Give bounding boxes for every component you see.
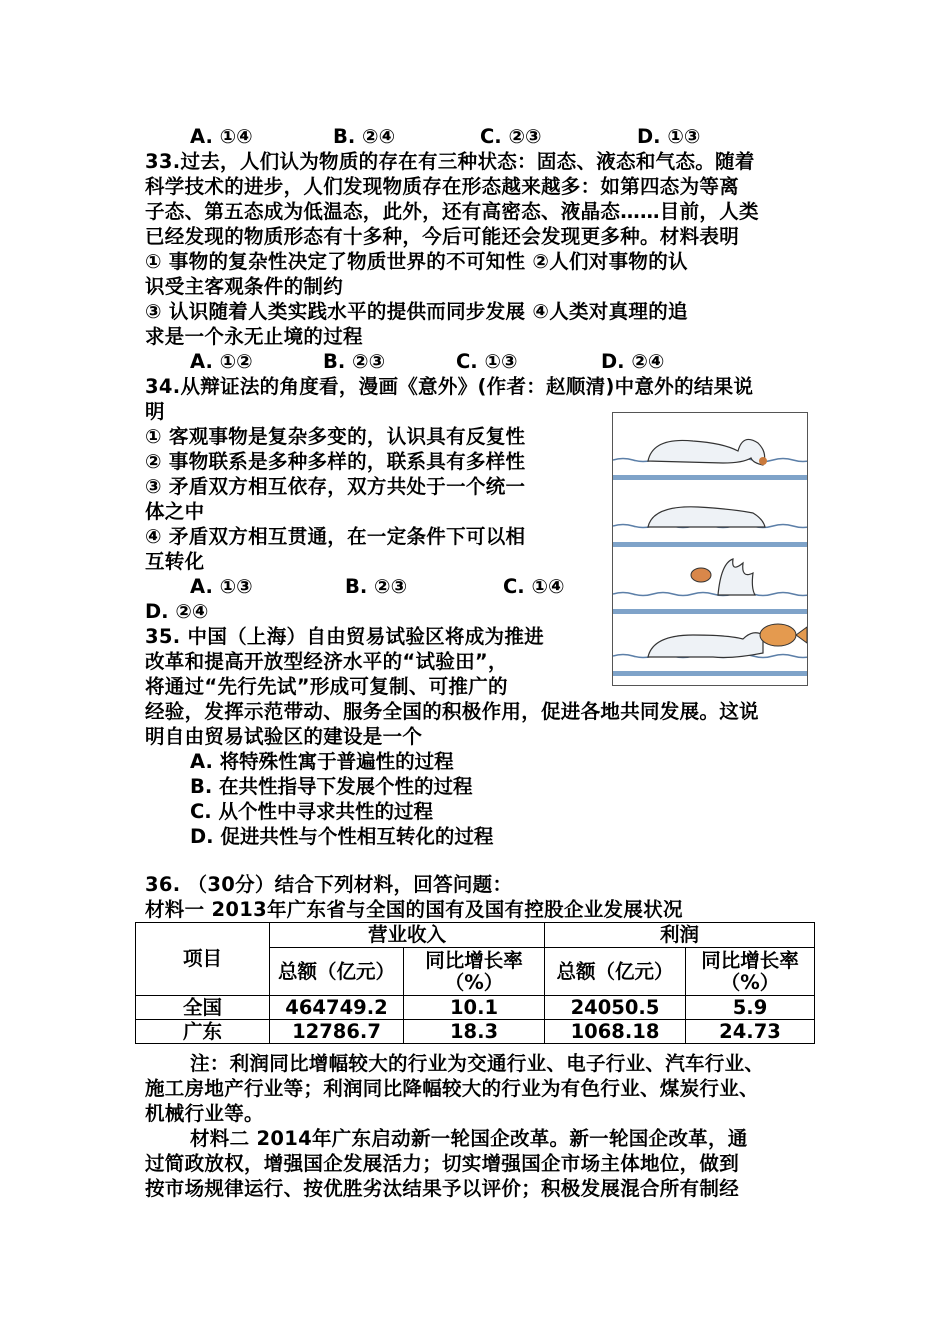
table-header-profit-growth: [686, 948, 815, 996]
comic-drawing: [613, 413, 807, 685]
panel-divider: [613, 609, 807, 614]
q35-option-a: A. 将特殊性寓于普遍性的过程: [190, 750, 454, 773]
q33-line: 识受主客观条件的制约: [145, 275, 344, 298]
q32-option-d: D. ①③: [637, 125, 701, 148]
q35-option-b: B. 在共性指导下发展个性的过程: [190, 775, 473, 798]
goose-drawing: [648, 439, 765, 465]
q34-option-c: C. ①④: [503, 575, 565, 598]
material2-line: 按市场规律运行、按优胜劣汰结果予以评价；积极发展混合所有制经: [145, 1177, 740, 1200]
row-rev-total: 464749.2: [270, 996, 404, 1020]
growth-header-line2: （%）: [444, 970, 504, 994]
material1-title: 材料一 2013年广东省与全国的国有及国有控股企业发展状况: [145, 898, 683, 921]
q34-line: 明: [145, 400, 165, 423]
comic-illustration: [612, 412, 808, 686]
panel-divider: [613, 671, 807, 676]
table-header-rev-total: 总额（亿元）: [270, 948, 404, 996]
table-header-rev-growth: [404, 948, 545, 996]
note-line: 注：利润同比增幅较大的行业为交通行业、电子行业、汽车行业、: [190, 1052, 765, 1075]
q35-line: 将通过“先行先试”形成可复制、可推广的: [145, 675, 508, 698]
q35-option-c: C. 从个性中寻求共性的过程: [190, 800, 434, 823]
q34-option-b: B. ②③: [345, 575, 408, 598]
row-rev-growth: 18.3: [404, 1020, 545, 1044]
q34-option-d: D. ②④: [145, 600, 209, 623]
row-rev-growth: 10.1: [404, 996, 545, 1020]
row-profit-total: 24050.5: [545, 996, 686, 1020]
note-line: 施工房地产行业等；利润同比降幅较大的行业为有色行业、煤炭行业、: [145, 1077, 759, 1100]
row-profit-growth: 5.9: [686, 996, 815, 1020]
material2-line: 材料二 2014年广东启动新一轮国企改革。新一轮国企改革，通: [190, 1127, 748, 1150]
q34-line: 34.从辩证法的角度看，漫画《意外》(作者：赵顺清)中意外的结果说: [145, 375, 754, 398]
q34-line: ② 事物联系是多种多样的，联系具有多样性: [145, 450, 526, 473]
row-name: 全国: [136, 996, 270, 1020]
q34-line: 体之中: [145, 500, 205, 523]
q34-line: ① 客观事物是复杂多变的，认识具有反复性: [145, 425, 526, 448]
table-header-profit-total: 总额（亿元）: [545, 948, 686, 996]
q35-line: 35. 中国（上海）自由贸易试验区将成为推进: [145, 625, 544, 648]
q35-line: 改革和提高开放型经济水平的“试验田”，: [145, 650, 508, 673]
q32-option-a: A. ①④: [190, 125, 253, 148]
table-row: [136, 1020, 815, 1044]
q33-line: 子态、第五态成为低温态，此外，还有高密态、液晶态……目前，人类: [145, 200, 759, 223]
growth-header-line1: 同比增长率: [701, 948, 799, 972]
q36-header: 36. （30分）结合下列材料，回答问题：: [145, 873, 513, 896]
growth-header-line1: 同比增长率: [425, 948, 523, 972]
row-profit-total: 1068.18: [545, 1020, 686, 1044]
q33-line: ① 事物的复杂性决定了物质世界的不可知性 ②人们对事物的认: [145, 250, 688, 273]
row-name: 广东: [136, 1020, 270, 1044]
growth-header-line2: （%）: [720, 970, 780, 994]
q32-option-b: B. ②④: [333, 125, 396, 148]
goose-tail-drawing: [718, 559, 755, 595]
q33-option-d: D. ②④: [601, 350, 665, 373]
fish-tail: [796, 627, 807, 643]
goose-drawing: [648, 633, 763, 658]
q33-option-a: A. ①②: [190, 350, 253, 373]
q35-line: 经验，发挥示范带动、服务全国的积极作用，促进各地共同发展。这说: [145, 700, 759, 723]
q34-line: 互转化: [145, 550, 205, 573]
material2-line: 过简政放权，增强国企发展活力；切实增强国企市场主体地位，做到: [145, 1152, 740, 1175]
q33-option-c: C. ①③: [456, 350, 518, 373]
q35-line: 明自由贸易试验区的建设是一个: [145, 725, 423, 748]
q33-option-b: B. ②③: [323, 350, 386, 373]
big-fish-drawing: [760, 624, 796, 646]
row-rev-total: 12786.7: [270, 1020, 404, 1044]
q34-line: ③ 矛盾双方相互依存，双方共处于一个统一: [145, 475, 526, 498]
table-header-revenue: 营业收入: [270, 923, 545, 948]
table-header-profit: 利润: [545, 923, 815, 948]
fish-drawing: [691, 568, 711, 582]
panel-divider: [613, 475, 807, 480]
q35-option-d: D. 促进共性与个性相互转化的过程: [190, 825, 494, 848]
q34-option-a: A. ①③: [190, 575, 253, 598]
enterprise-table: [135, 922, 815, 1044]
row-profit-growth: 24.73: [686, 1020, 815, 1044]
table-header-item: 项目: [136, 923, 270, 996]
q33-line: ③ 认识随着人类实践水平的提供而同步发展 ④人类对真理的追: [145, 300, 688, 323]
goose-beak: [759, 457, 767, 465]
q32-option-c: C. ②③: [480, 125, 542, 148]
q33-line: 33.过去，人们认为物质的存在有三种状态：固态、液态和气态。随着: [145, 150, 755, 173]
note-line: 机械行业等。: [145, 1102, 264, 1125]
goose-drawing: [648, 507, 765, 527]
table-row: [136, 996, 815, 1020]
panel-divider: [613, 542, 807, 547]
q33-line: 已经发现的物质形态有十多种，今后可能还会发现更多种。材料表明: [145, 225, 740, 248]
q33-line: 科学技术的进步，人们发现物质存在形态越来越多：如第四态为等离: [145, 175, 740, 198]
q34-line: ④ 矛盾双方相互贯通，在一定条件下可以相: [145, 525, 526, 548]
q33-line: 求是一个永无止境的过程: [145, 325, 363, 348]
